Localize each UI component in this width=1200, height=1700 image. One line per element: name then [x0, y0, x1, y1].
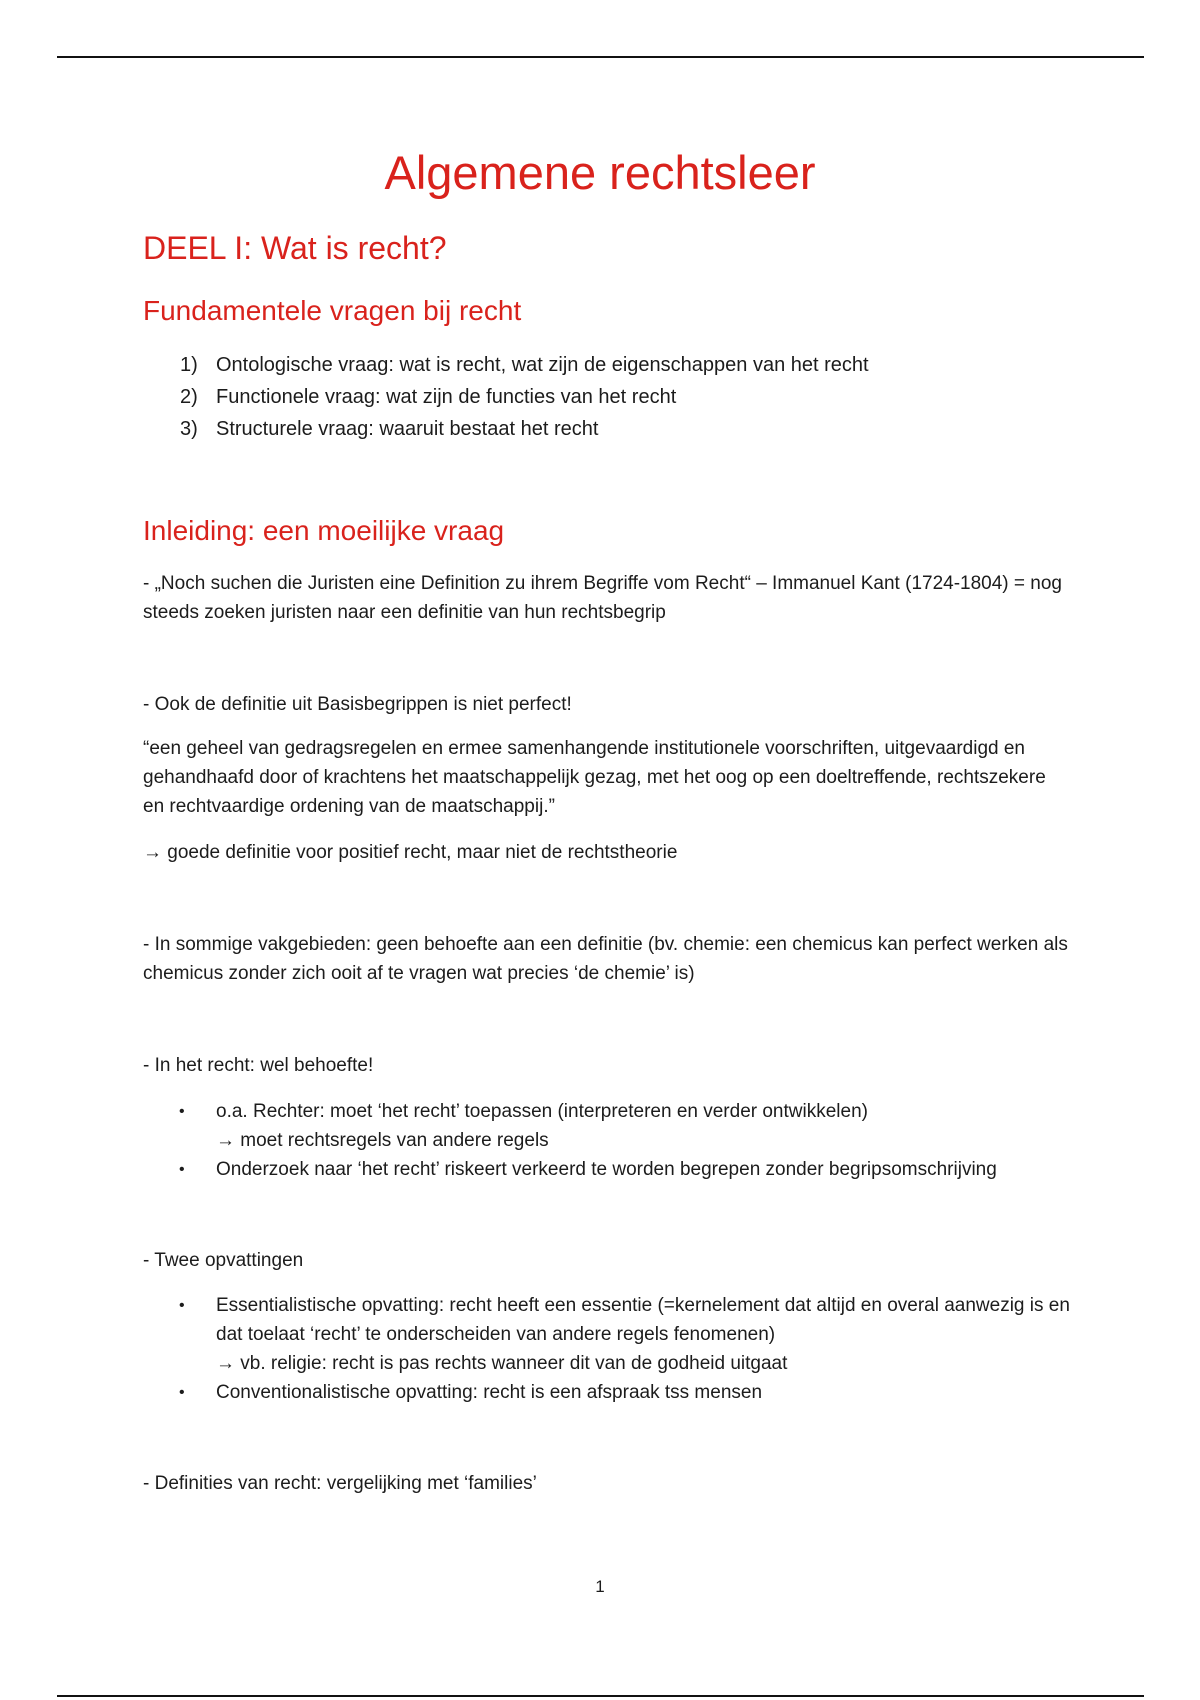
list-item — [143, 1155, 1083, 1184]
list-item-text: Essentialistische opvatting: recht heeft een essentie (=kernelement dat altijd en overal aanwezig is en dat toelaat ‘recht’ te onderscheiden van andere regels fenomenen) — [216, 1295, 1070, 1345]
in-het-recht-paragraph: - In het recht: wel behoefte! — [143, 1055, 374, 1076]
part-heading: DEEL I: Wat is recht? — [143, 230, 447, 266]
list-number: 2) — [180, 386, 198, 408]
list-item-subtext: → moet rechtsregels van andere regels — [216, 1130, 549, 1151]
list-item-text: Ontologische vraag: wat is recht, wat zijn de eigenschappen van het recht — [216, 354, 869, 376]
top-rule — [57, 56, 1144, 58]
section-heading-inleiding: Inleiding: een moeilijke vraag — [143, 515, 505, 546]
definities-paragraph: - Definities van recht: vergelijking met ‘families’ — [143, 1473, 537, 1494]
list-item — [143, 1097, 1083, 1155]
kant-quote-paragraph: - „Noch suchen die Juristen eine Definition zu ihrem Begriffe vom Recht“ – Immanuel Kant (1724-1804) = nog steeds zoeken juristen naar een definitie van hun rechtsbegrip — [143, 573, 1062, 623]
document-title: Algemene rechtsleer — [384, 146, 816, 199]
opvattingen-list — [143, 1291, 1083, 1407]
list-item — [143, 349, 869, 381]
section-heading-fundamental: Fundamentele vragen bij recht — [143, 295, 522, 326]
twee-opvattingen-paragraph: - Twee opvattingen — [143, 1250, 304, 1271]
bullet-icon: • — [179, 1103, 185, 1120]
basis-quote-paragraph: “een geheel van gedragsregelen en ermee samenhangende institutionele voorschriften, uitgevaardigd en gehandhaafd door of krachtens het maatschappelijk gezag, met het oog op een doeltreffende, rechtszekere en rechtvaardige ordening van de maatschappij.” — [143, 738, 1046, 817]
list-item — [143, 1378, 1083, 1407]
list-item-text: Structurele vraag: waaruit bestaat het recht — [216, 418, 599, 440]
list-number: 1) — [180, 354, 198, 376]
list-item-text: Functionele vraag: wat zijn de functies van het recht — [216, 386, 677, 408]
list-item-subtext: → vb. religie: recht is pas rechts wanneer dit van de godheid uitgaat — [216, 1353, 788, 1374]
bullet-icon: • — [179, 1384, 185, 1401]
list-item — [143, 381, 869, 413]
bullet-icon: • — [179, 1161, 185, 1178]
basis-note-paragraph: → goede definitie voor positief recht, maar niet de rechtstheorie — [143, 842, 678, 863]
list-item-text: Onderzoek naar ‘het recht’ riskeert verkeerd te worden begrepen zonder begripsomschrijving — [216, 1159, 997, 1180]
list-number: 3) — [180, 418, 198, 440]
vakgebieden-paragraph: - In sommige vakgebieden: geen behoefte aan een definitie (bv. chemie: een chemicus kan perfect werken als chemicus zonder zich ooit af te vragen wat precies ‘de chemie’ is) — [143, 934, 1068, 984]
list-item — [143, 413, 869, 445]
bottom-rule — [57, 1695, 1144, 1697]
behoefte-list — [143, 1097, 1083, 1184]
list-item-text: o.a. Rechter: moet ‘het recht’ toepassen (interpreteren en verder ontwikkelen) — [216, 1101, 868, 1122]
basis-intro-paragraph: - Ook de definitie uit Basisbegrippen is niet perfect! — [143, 694, 572, 715]
question-list — [143, 349, 869, 445]
list-item-text: Conventionalistische opvatting: recht is een afspraak tss mensen — [216, 1382, 763, 1403]
bullet-icon: • — [179, 1297, 185, 1314]
page-number: 1 — [595, 1577, 605, 1596]
list-item — [143, 1291, 1083, 1378]
